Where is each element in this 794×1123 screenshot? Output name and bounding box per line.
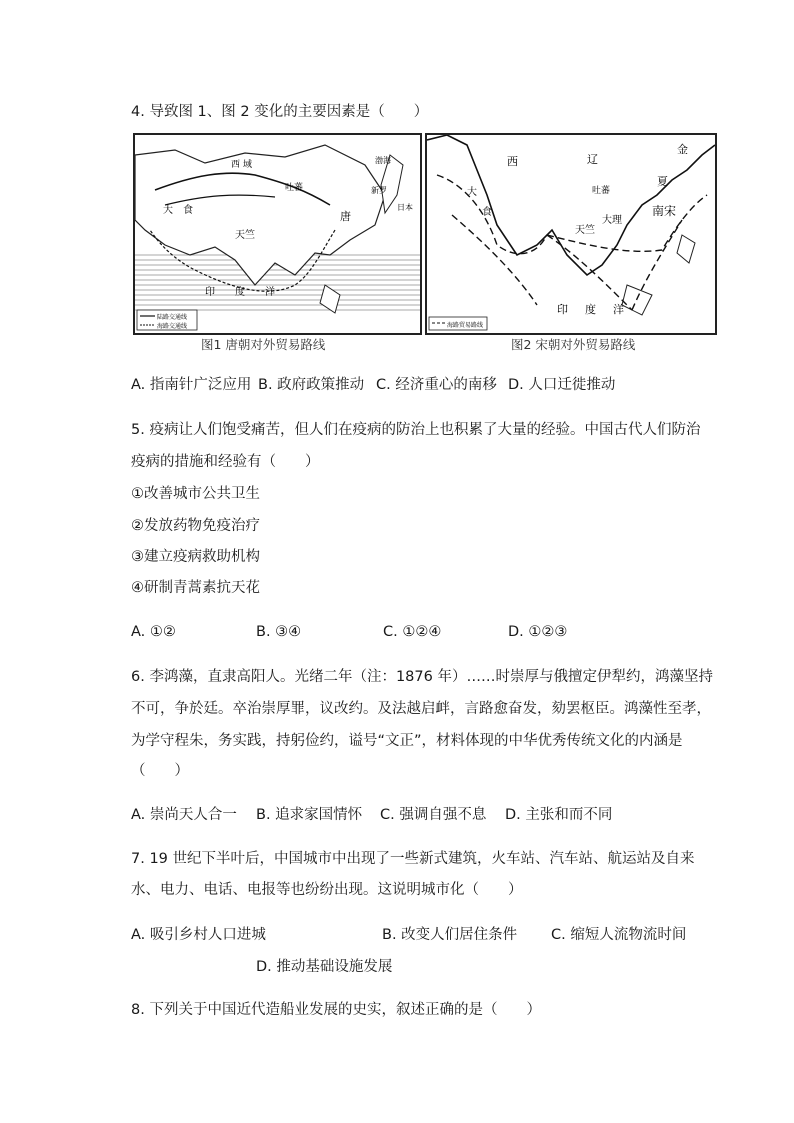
svg-text:印: 印 [205, 287, 215, 298]
q7-option-b[interactable]: B. 改变人们居住条件 [382, 927, 518, 943]
svg-text:日本: 日本 [397, 203, 413, 212]
q5-option-d[interactable]: D. ①②③ [508, 624, 568, 640]
svg-text:海路交通线: 海路交通线 [157, 323, 188, 330]
svg-text:大理: 大理 [602, 215, 622, 226]
svg-text:大: 大 [467, 187, 477, 198]
tang-map-caption: 图1 唐朝对外贸易路线 [201, 337, 326, 352]
svg-text:食: 食 [482, 207, 492, 218]
q6-option-d[interactable]: D. 主张和而不同 [505, 807, 613, 823]
tang-trade-map [133, 133, 422, 335]
q4-option-d[interactable]: D. 人口迁徙推动 [508, 377, 616, 393]
q7-line2: 水、电力、电话、电报等也纷纷出现。这说明城市化（ ） [131, 882, 523, 898]
q4-maps [133, 133, 718, 355]
q5-option-b[interactable]: B. ③④ [256, 624, 302, 640]
q5-stem-line2: 疫病的措施和经验有（ ） [131, 454, 320, 470]
svg-text:金: 金 [677, 143, 688, 156]
q4-option-c[interactable]: C. 经济重心的南移 [376, 377, 497, 393]
q4-stem: 4. 导致图 1、图 2 变化的主要因素是（ ） [131, 104, 429, 120]
svg-text:西: 西 [231, 160, 241, 170]
svg-text:度: 度 [585, 303, 596, 316]
svg-text:南宋: 南宋 [652, 204, 677, 218]
svg-text:辽: 辽 [587, 153, 598, 166]
q6-option-b[interactable]: B. 追求家国情怀 [256, 807, 363, 823]
svg-text:西: 西 [507, 155, 518, 168]
q7-option-d[interactable]: D. 推动基础设施发展 [256, 959, 393, 975]
svg-text:渤海: 渤海 [375, 156, 391, 165]
svg-text:吐蕃: 吐蕃 [592, 186, 611, 196]
q6-line2: 不可，争於廷。卒治崇厚罪，议改约。及法越启衅，言路愈奋发，劾罢枢臣。鸿藻性至孝， [131, 701, 711, 717]
q4-option-a[interactable]: A. 指南针广泛应用 [131, 377, 252, 393]
q7-option-a[interactable]: A. 吸引乡村人口进城 [131, 927, 266, 943]
svg-text:洋: 洋 [613, 303, 624, 316]
svg-text:夏: 夏 [657, 175, 668, 188]
q5-option-c[interactable]: C. ①②④ [383, 624, 442, 640]
q7-line1: 7. 19 世纪下半叶后，中国城市中出现了一些新式建筑，火车站、汽车站、航运站及自来 [131, 851, 695, 867]
song-map-graphic [427, 135, 715, 333]
q6-line3: 为学守程朱，务实践，持躬俭约，谥号“文正”，材料体现的中华优秀传统文化的内涵是 [131, 733, 683, 749]
svg-text:吐蕃: 吐蕃 [285, 183, 304, 193]
svg-text:度: 度 [235, 287, 245, 298]
q6-line1: 6. 李鸿藻，直隶高阳人。光绪二年（注：1876 年）……时崇厚与俄擅定伊犁约，鸿藻坚持 [131, 669, 713, 685]
svg-text:海路贸易路线: 海路贸易路线 [447, 322, 484, 329]
q5-item-1: ①改善城市公共卫生 [131, 486, 260, 502]
tang-map-graphic [135, 135, 420, 333]
svg-text:洋: 洋 [265, 287, 275, 298]
q5-option-a[interactable]: A. ①② [131, 624, 176, 640]
q5-item-4: ④研制青蒿素抗天花 [131, 580, 260, 596]
svg-text:新罗: 新罗 [371, 186, 387, 195]
q6-line4: （ ） [131, 763, 189, 779]
song-trade-map [425, 133, 717, 335]
q8-stem: 8. 下列关于中国近代造船业发展的史实，叙述正确的是（ ） [131, 1002, 541, 1018]
svg-text:域: 域 [243, 160, 253, 170]
q5-item-3: ③建立疫病救助机构 [131, 549, 260, 565]
q4-option-b[interactable]: B. 政府政策推动 [258, 377, 365, 393]
svg-text:天竺: 天竺 [235, 230, 255, 241]
q5-item-2: ②发放药物免疫治疗 [131, 518, 260, 534]
q6-option-a[interactable]: A. 崇尚天人合一 [131, 807, 237, 823]
q5-stem-line1: 5. 疫病让人们饱受痛苦，但人们在疫病的防治上也积累了大量的经验。中国古代人们防治 [131, 422, 701, 438]
svg-text:大: 大 [163, 205, 173, 216]
svg-text:食: 食 [183, 205, 193, 216]
song-map-caption: 图2 宋朝对外贸易路线 [511, 337, 636, 352]
svg-text:天竺: 天竺 [575, 225, 595, 236]
q6-option-c[interactable]: C. 强调自强不息 [380, 807, 487, 823]
svg-text:印: 印 [557, 303, 568, 316]
q7-option-c[interactable]: C. 缩短人流物流时间 [551, 927, 687, 943]
svg-text:唐: 唐 [340, 210, 351, 223]
svg-text:陆路交通线: 陆路交通线 [157, 314, 188, 321]
